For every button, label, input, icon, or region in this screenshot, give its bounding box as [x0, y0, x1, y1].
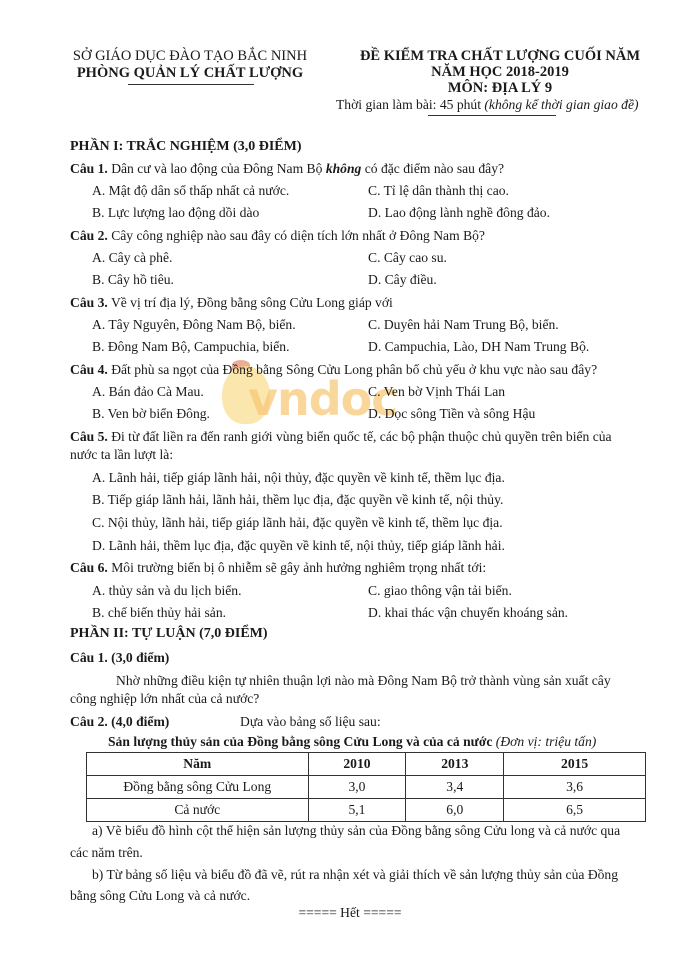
table-row — [87, 776, 646, 799]
essay-question-1-label: Câu 1. (3,0 điểm) — [70, 650, 170, 665]
option-d: D. Cây điều. — [368, 272, 437, 287]
option-c: C. giao thông vận tải biển. — [368, 583, 512, 598]
time-note: (không kể thời gian giao đề) — [484, 97, 639, 112]
option-b: B. Lực lượng lao động dồi dào — [92, 205, 260, 220]
table-cell: 5,1 — [308, 799, 406, 822]
subject: MÔN: ĐỊA LÝ 9 — [447, 80, 553, 96]
table-cell: 3,0 — [308, 776, 406, 799]
option-a: A. Bán đảo Cà Mau. — [92, 384, 204, 399]
table-header-cell: Năm — [87, 753, 309, 776]
option-a: A. Cây cà phê. — [92, 250, 173, 265]
part2-title: PHẦN II: TỰ LUẬN (7,0 ĐIỂM) — [70, 626, 268, 641]
option-c: C. Nội thủy, lãnh hải, tiếp giáp lãnh hải, đặc quyền về kinh tế, thềm lục địa. — [92, 515, 503, 530]
table-cell: Cả nước — [87, 799, 309, 822]
table-header-cell: 2015 — [504, 753, 646, 776]
option-b: B. Đông Nam Bộ, Campuchia, biển. — [92, 339, 290, 354]
time-label: Thời gian làm bài: 45 phút — [336, 97, 481, 112]
option-b: B. Ven bờ biển Đông. — [92, 406, 210, 421]
school-year: NĂM HỌC 2018-2019 — [431, 64, 569, 80]
table-header-row — [87, 753, 646, 776]
time-info — [336, 97, 639, 113]
table-cell: 3,6 — [504, 776, 646, 799]
essay-question-2-intro: Dựa vào bảng số liệu sau: — [240, 714, 381, 729]
option-b: B. chế biến thủy hải sản. — [92, 605, 227, 620]
option-a: A. Lãnh hải, tiếp giáp lãnh hải, nội thủy, đặc quyền về kinh tế, thềm lục địa. — [92, 470, 505, 485]
option-d: D. Campuchia, Lào, DH Nam Trung Bộ. — [368, 339, 590, 354]
part-b-text-cont: bằng sông Cửu Long và cả nước. — [70, 888, 251, 903]
department-name: SỞ GIÁO DỤC ĐÀO TẠO BẮC NINH — [72, 48, 308, 64]
question-3: Câu 3. Về vị trí địa lý, Đồng bằng sông Cửu Long giáp với — [70, 295, 393, 310]
watermark-logo: vndoc — [248, 372, 398, 426]
table-row — [87, 799, 646, 822]
option-c: C. Ven bờ Vịnh Thái Lan — [368, 384, 506, 399]
question-label: Câu 6. — [70, 560, 108, 575]
table-cell: Đồng bằng sông Cửu Long — [87, 776, 309, 799]
question-label: Câu 4. — [70, 362, 108, 377]
emphasis: không — [325, 161, 362, 176]
table-header-cell: 2013 — [406, 753, 504, 776]
header-right-underline — [428, 115, 556, 116]
question-2: Câu 2. Cây công nghiệp nào sau đây có diện tích lớn nhất ở Đông Nam Bộ? — [70, 228, 485, 243]
question-label: Câu 3. — [70, 295, 108, 310]
option-d: D. khai thác vận chuyển khoáng sản. — [368, 605, 569, 620]
table-caption — [108, 733, 596, 751]
essay-question-1-text: Nhờ những điều kiện tự nhiên thuận lợi nào mà Đông Nam Bộ trở thành vùng sản xuất cây — [116, 673, 611, 688]
option-b: B. Cây hồ tiêu. — [92, 272, 174, 287]
option-d: D. Lao động lành nghề đông đảo. — [368, 205, 550, 220]
table-header-cell: 2010 — [308, 753, 406, 776]
header-left — [70, 48, 310, 82]
option-b: B. Tiếp giáp lãnh hải, lãnh hải, thềm lục địa, đặc quyền về kinh tế, nội thủy. — [92, 492, 504, 507]
option-d: D. Dọc sông Tiền và sông Hậu — [368, 406, 536, 421]
table-cell: 6,5 — [504, 799, 646, 822]
part-a-text-cont: các năm trên. — [70, 845, 143, 860]
option-a: A. thủy sản và du lịch biển. — [92, 583, 242, 598]
part-b-text: b) Từ bảng số liệu và biểu đồ đã vẽ, rút ra nhận xét và giải thích về sản lượng thủy sản của Đồng — [92, 867, 619, 882]
exam-title: ĐỀ KIỂM TRA CHẤT LƯỢNG CUỐI NĂM — [359, 48, 641, 64]
essay-question-1-text-cont: công nghiệp lớn nhất của cả nước? — [70, 691, 260, 706]
essay-question-2-label: Câu 2. (4,0 điểm) — [70, 714, 170, 729]
table-title: Sản lượng thủy sản của Đồng bằng sông Cửu Long và của cả nước — [108, 734, 493, 749]
part1-title: PHẦN I: TRẮC NGHIỆM (3,0 ĐIỂM) — [70, 139, 302, 154]
question-label: Câu 1. — [70, 161, 108, 176]
part-a-text: a) Vẽ biểu đồ hình cột thể hiện sản lượng thủy sản của Đồng bằng sông Cửu long và cả nước qua — [92, 823, 621, 838]
question-6: Câu 6. Môi trường biển bị ô nhiễm sẽ gây ảnh hưởng nghiêm trọng nhất tới: — [70, 560, 487, 575]
option-c: C. Tỉ lệ dân thành thị cao. — [368, 183, 509, 198]
fishery-output-table — [86, 752, 646, 822]
question-4: Câu 4. Đất phù sa ngọt của Đồng bằng Sông Cửu Long phân bố chủ yếu ở khu vực nào sau đây? — [70, 362, 598, 377]
question-label: Câu 5. — [70, 429, 108, 444]
option-a: A. Mật độ dân số thấp nhất cả nước. — [92, 183, 290, 198]
option-c: C. Duyên hải Nam Trung Bộ, biển. — [368, 317, 559, 332]
question-1: Câu 1. Dân cư và lao động của Đông Nam Bộ không có đặc điểm nào sau đây? — [70, 161, 505, 176]
end-marker: ===== Hết ===== — [298, 905, 402, 920]
table-unit: (Đơn vị: triệu tấn) — [495, 734, 597, 749]
office-name: PHÒNG QUẢN LÝ CHẤT LƯỢNG — [76, 65, 304, 81]
question-5-continued: nước ta lần lượt là: — [70, 447, 174, 462]
option-c: C. Cây cao su. — [368, 250, 447, 265]
question-5: Câu 5. Đi từ đất liền ra đến ranh giới vùng biển quốc tế, các bộ phận thuộc chủ quyền trên biển của — [70, 429, 612, 444]
option-d: D. Lãnh hải, thềm lục địa, đặc quyền về kinh tế, nội thủy, tiếp giáp lãnh hải. — [92, 538, 505, 553]
table-cell: 6,0 — [406, 799, 504, 822]
option-a: A. Tây Nguyên, Đông Nam Bộ, biển. — [92, 317, 296, 332]
question-label: Câu 2. — [70, 228, 108, 243]
header-left-underline — [128, 84, 254, 85]
table-cell: 3,4 — [406, 776, 504, 799]
